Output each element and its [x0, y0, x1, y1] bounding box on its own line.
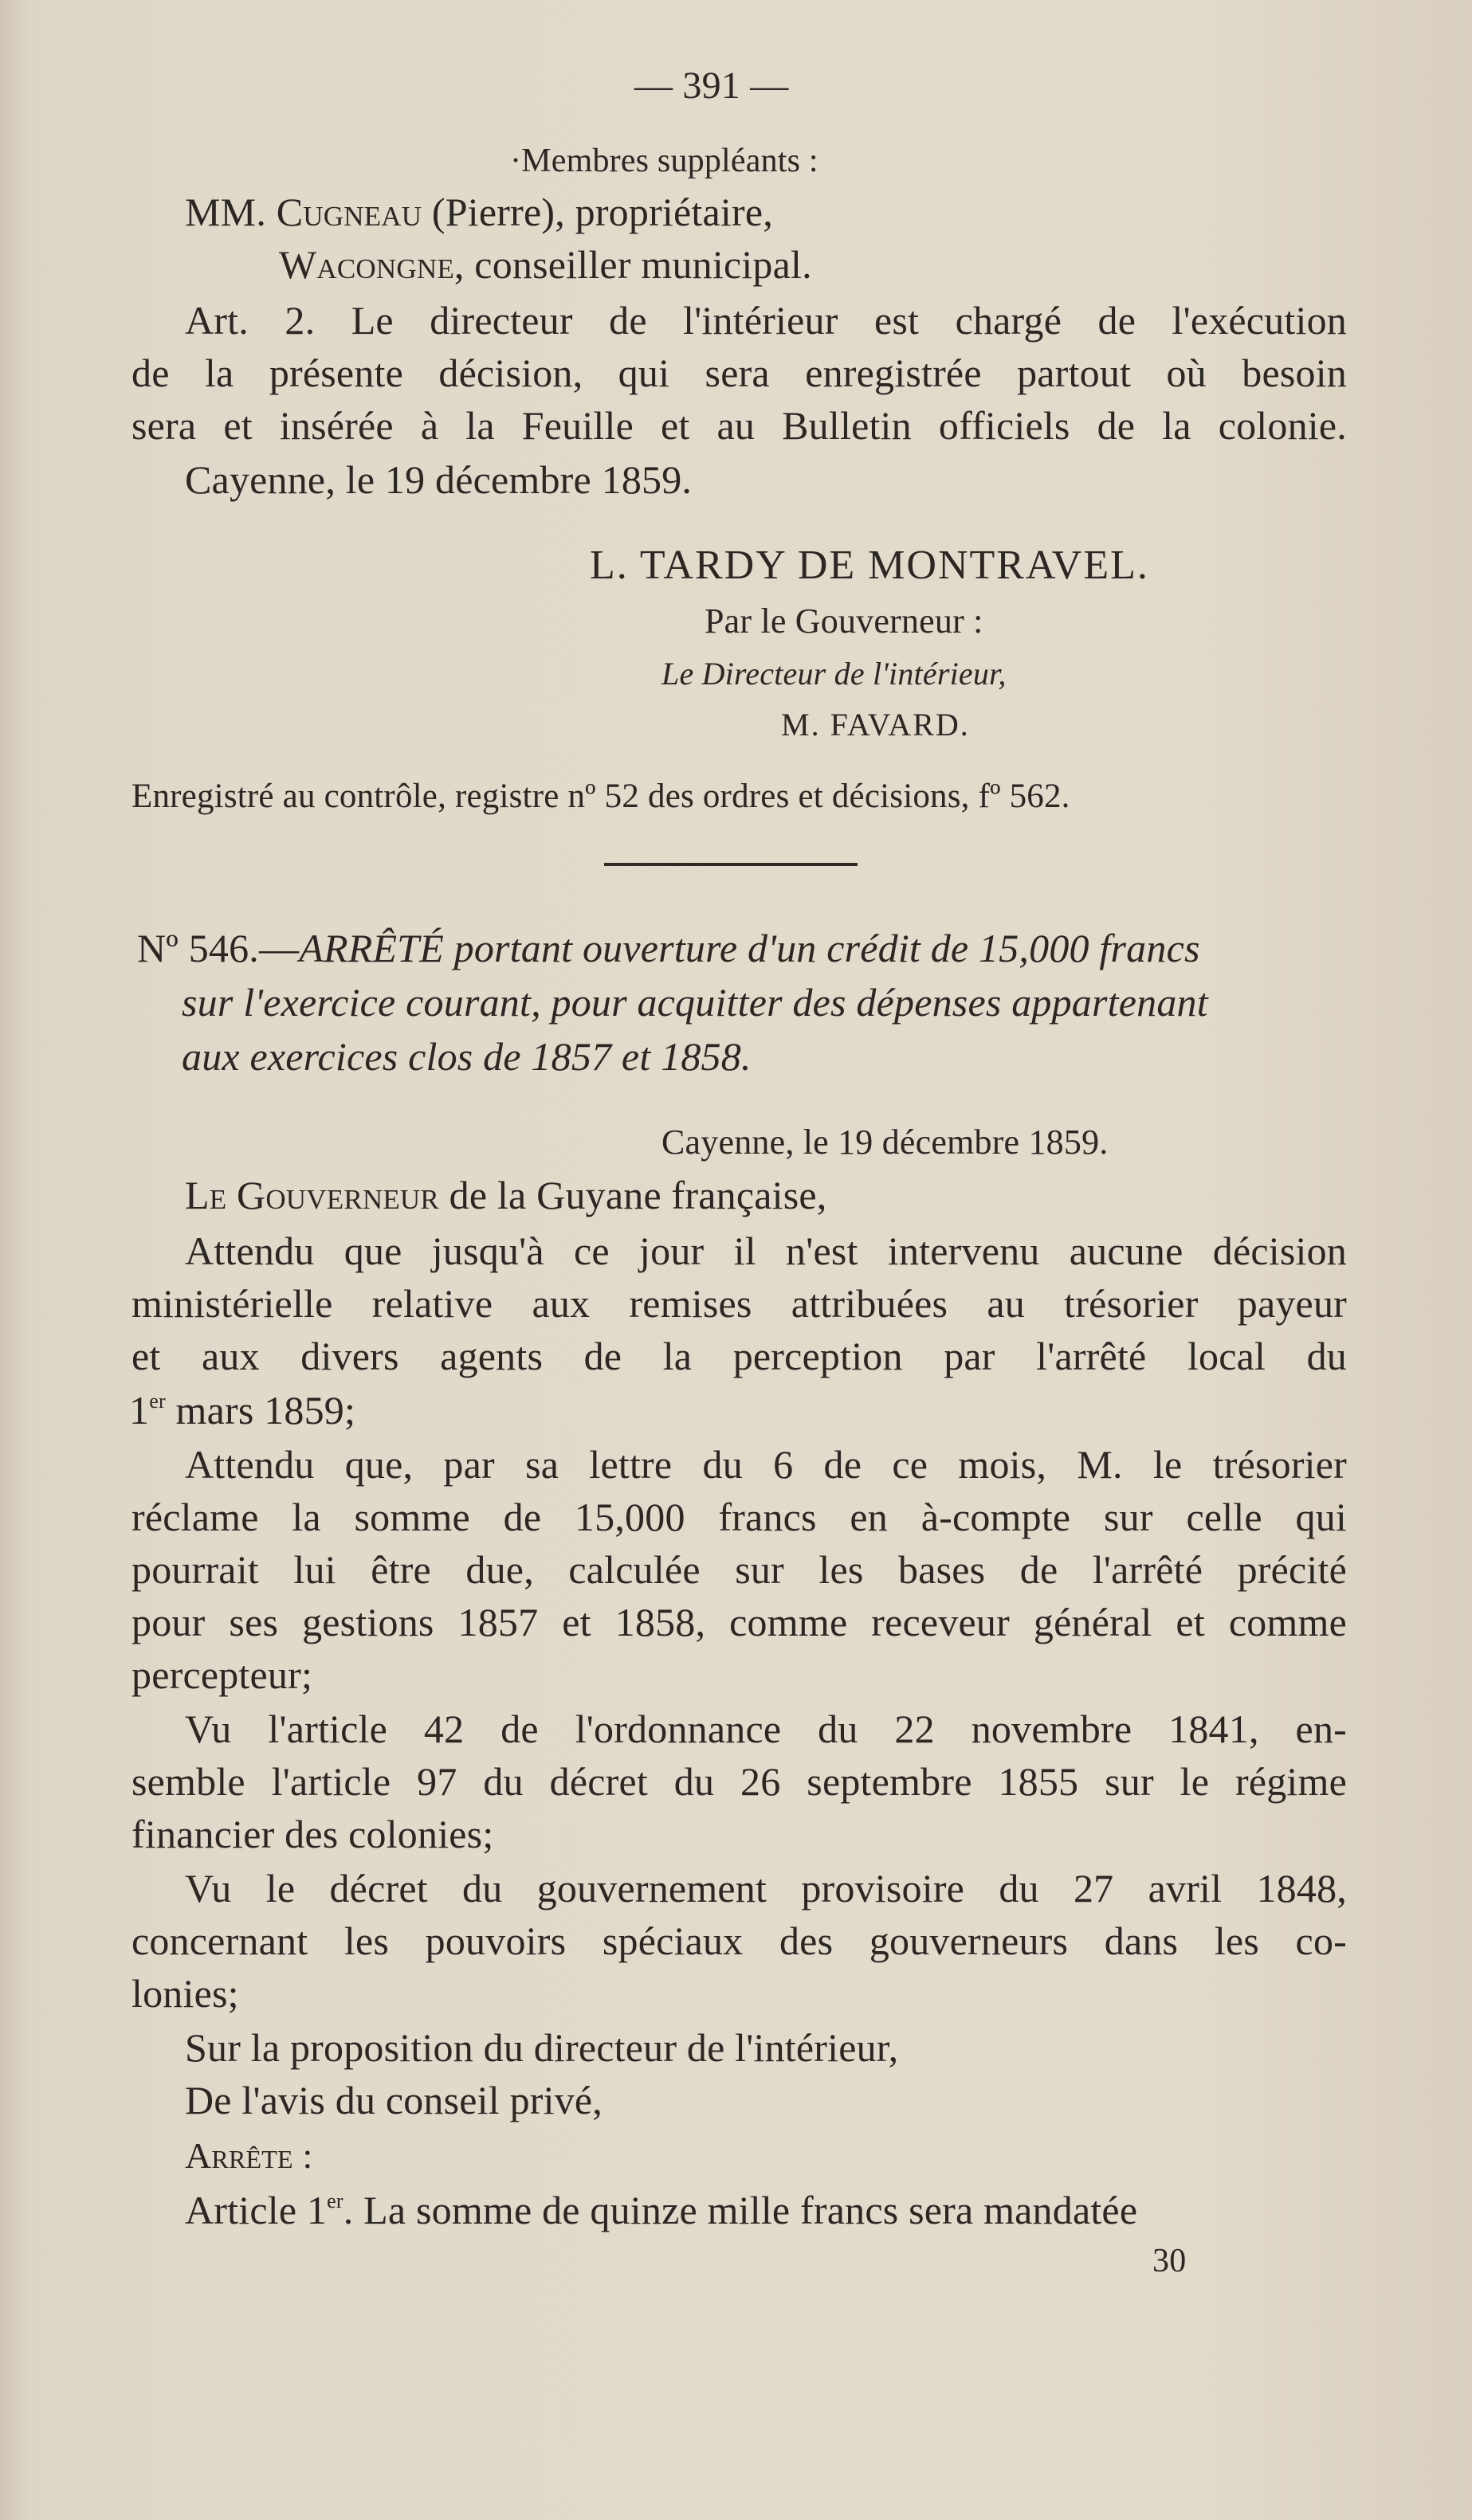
body-line-7: pour ses gestions 1857 et 1858, comme receveur général et comme — [131, 1600, 1347, 1644]
article-1-line — [185, 2186, 1347, 2234]
decree-title-start: ARRÊTÉ portant ouverture d'un crédit de 15,000 francs — [299, 926, 1200, 970]
body-line-10: semble l'article 97 du décret du 26 septembre 1855 sur le régime — [131, 1759, 1347, 1804]
decree-intro — [185, 1171, 826, 1219]
body-line-4: Attendu que, par sa lettre du 6 de ce mois, M. le trésorier — [185, 1442, 1347, 1487]
decree-number: Nº 546.— — [137, 926, 300, 970]
by-governor: Par le Gouverneur : — [705, 602, 983, 641]
body-line-13: concernant les pouvoirs spéciaux des gouverneurs dans les co- — [131, 1918, 1347, 1963]
decree-place-date: Cayenne, le 19 décembre 1859. — [661, 1123, 1109, 1162]
arrete-label: Arrête : — [185, 2135, 313, 2176]
body-line-11: financier des colonies; — [131, 1812, 494, 1856]
member-line-1 — [185, 188, 773, 236]
page-number: — 391 — — [634, 65, 789, 107]
section-divider — [604, 863, 858, 866]
article-1-prefix: Article 1 — [185, 2188, 328, 2232]
member-detail-2: , conseiller municipal. — [453, 242, 812, 287]
decision-date: Cayenne, le 19 décembre 1859. — [185, 457, 693, 502]
director-name: M. FAVARD. — [781, 707, 970, 743]
march-date-line — [129, 1386, 355, 1434]
governor-title: Le Gouverneur — [185, 1173, 439, 1217]
governor-signature: L. TARDY DE MONTRAVEL. — [590, 543, 1149, 588]
article-2-line-1: Art. 2. Le directeur de l'intérieur est chargé de l'exécution — [185, 298, 1347, 343]
member-line-2 — [279, 241, 812, 288]
body-line-5: réclame la somme de 15,000 francs en à-compte sur celle qui — [131, 1495, 1347, 1539]
article-1-sup: er — [327, 2189, 343, 2212]
article-2-line-3: sera et insérée à la Feuille et au Bulletin officiels de la colonie. — [131, 403, 1347, 448]
body-line-2: ministérielle relative aux remises attribuées au trésorier payeur — [131, 1281, 1347, 1326]
member-name-2: Wacongne — [279, 242, 454, 287]
body-line-1: Attendu que jusqu'à ce jour il n'est intervenu aucune décision — [185, 1229, 1347, 1273]
member-detail-1: (Pierre), propriétaire, — [422, 190, 773, 234]
director-title: Le Directeur de l'intérieur, — [661, 656, 1007, 692]
article-1-rest: . La somme de quinze mille francs sera mandatée — [343, 2188, 1138, 2232]
substitute-members-heading: ·Membres suppléants : — [510, 143, 818, 179]
body-line-9: Vu l'article 42 de l'ordonnance du 22 novembre 1841, en- — [185, 1707, 1347, 1751]
body-line-3: et aux divers agents de la perception par l'arrêté local du — [131, 1334, 1347, 1378]
body-line-16: De l'avis du conseil privé, — [185, 2078, 603, 2122]
march-sup: er — [149, 1389, 166, 1413]
article-2-line-2: de la présente décision, qui sera enregistrée partout où besoin — [131, 351, 1347, 395]
body-line-15: Sur la proposition du directeur de l'intérieur, — [185, 2025, 899, 2070]
body-line-14: lonies; — [131, 1971, 239, 2016]
decree-title-line-1 — [137, 924, 1200, 972]
body-line-6: pourrait lui être due, calculée sur les bases de l'arrêté précité — [131, 1547, 1347, 1592]
decree-title-line-2: sur l'exercice courant, pour acquitter des dépenses appartenant — [182, 980, 1208, 1025]
body-line-8: percepteur; — [131, 1652, 313, 1697]
march-day: 1 — [129, 1388, 150, 1432]
member-name-1: Cugneau — [276, 190, 422, 234]
registration-note: Enregistré au contrôle, registre nº 52 des ordres et décisions, fº 562. — [131, 778, 1070, 815]
body-line-12: Vu le décret du gouvernement provisoire du 27 avril 1848, — [185, 1866, 1347, 1911]
intro-rest: de la Guyane française, — [438, 1173, 827, 1217]
signature-mark: 30 — [1152, 2243, 1187, 2279]
decree-title-line-3: aux exercices clos de 1857 et 1858. — [182, 1034, 752, 1079]
member-prefix: MM. — [185, 190, 277, 234]
march-rest: mars 1859; — [165, 1388, 356, 1432]
